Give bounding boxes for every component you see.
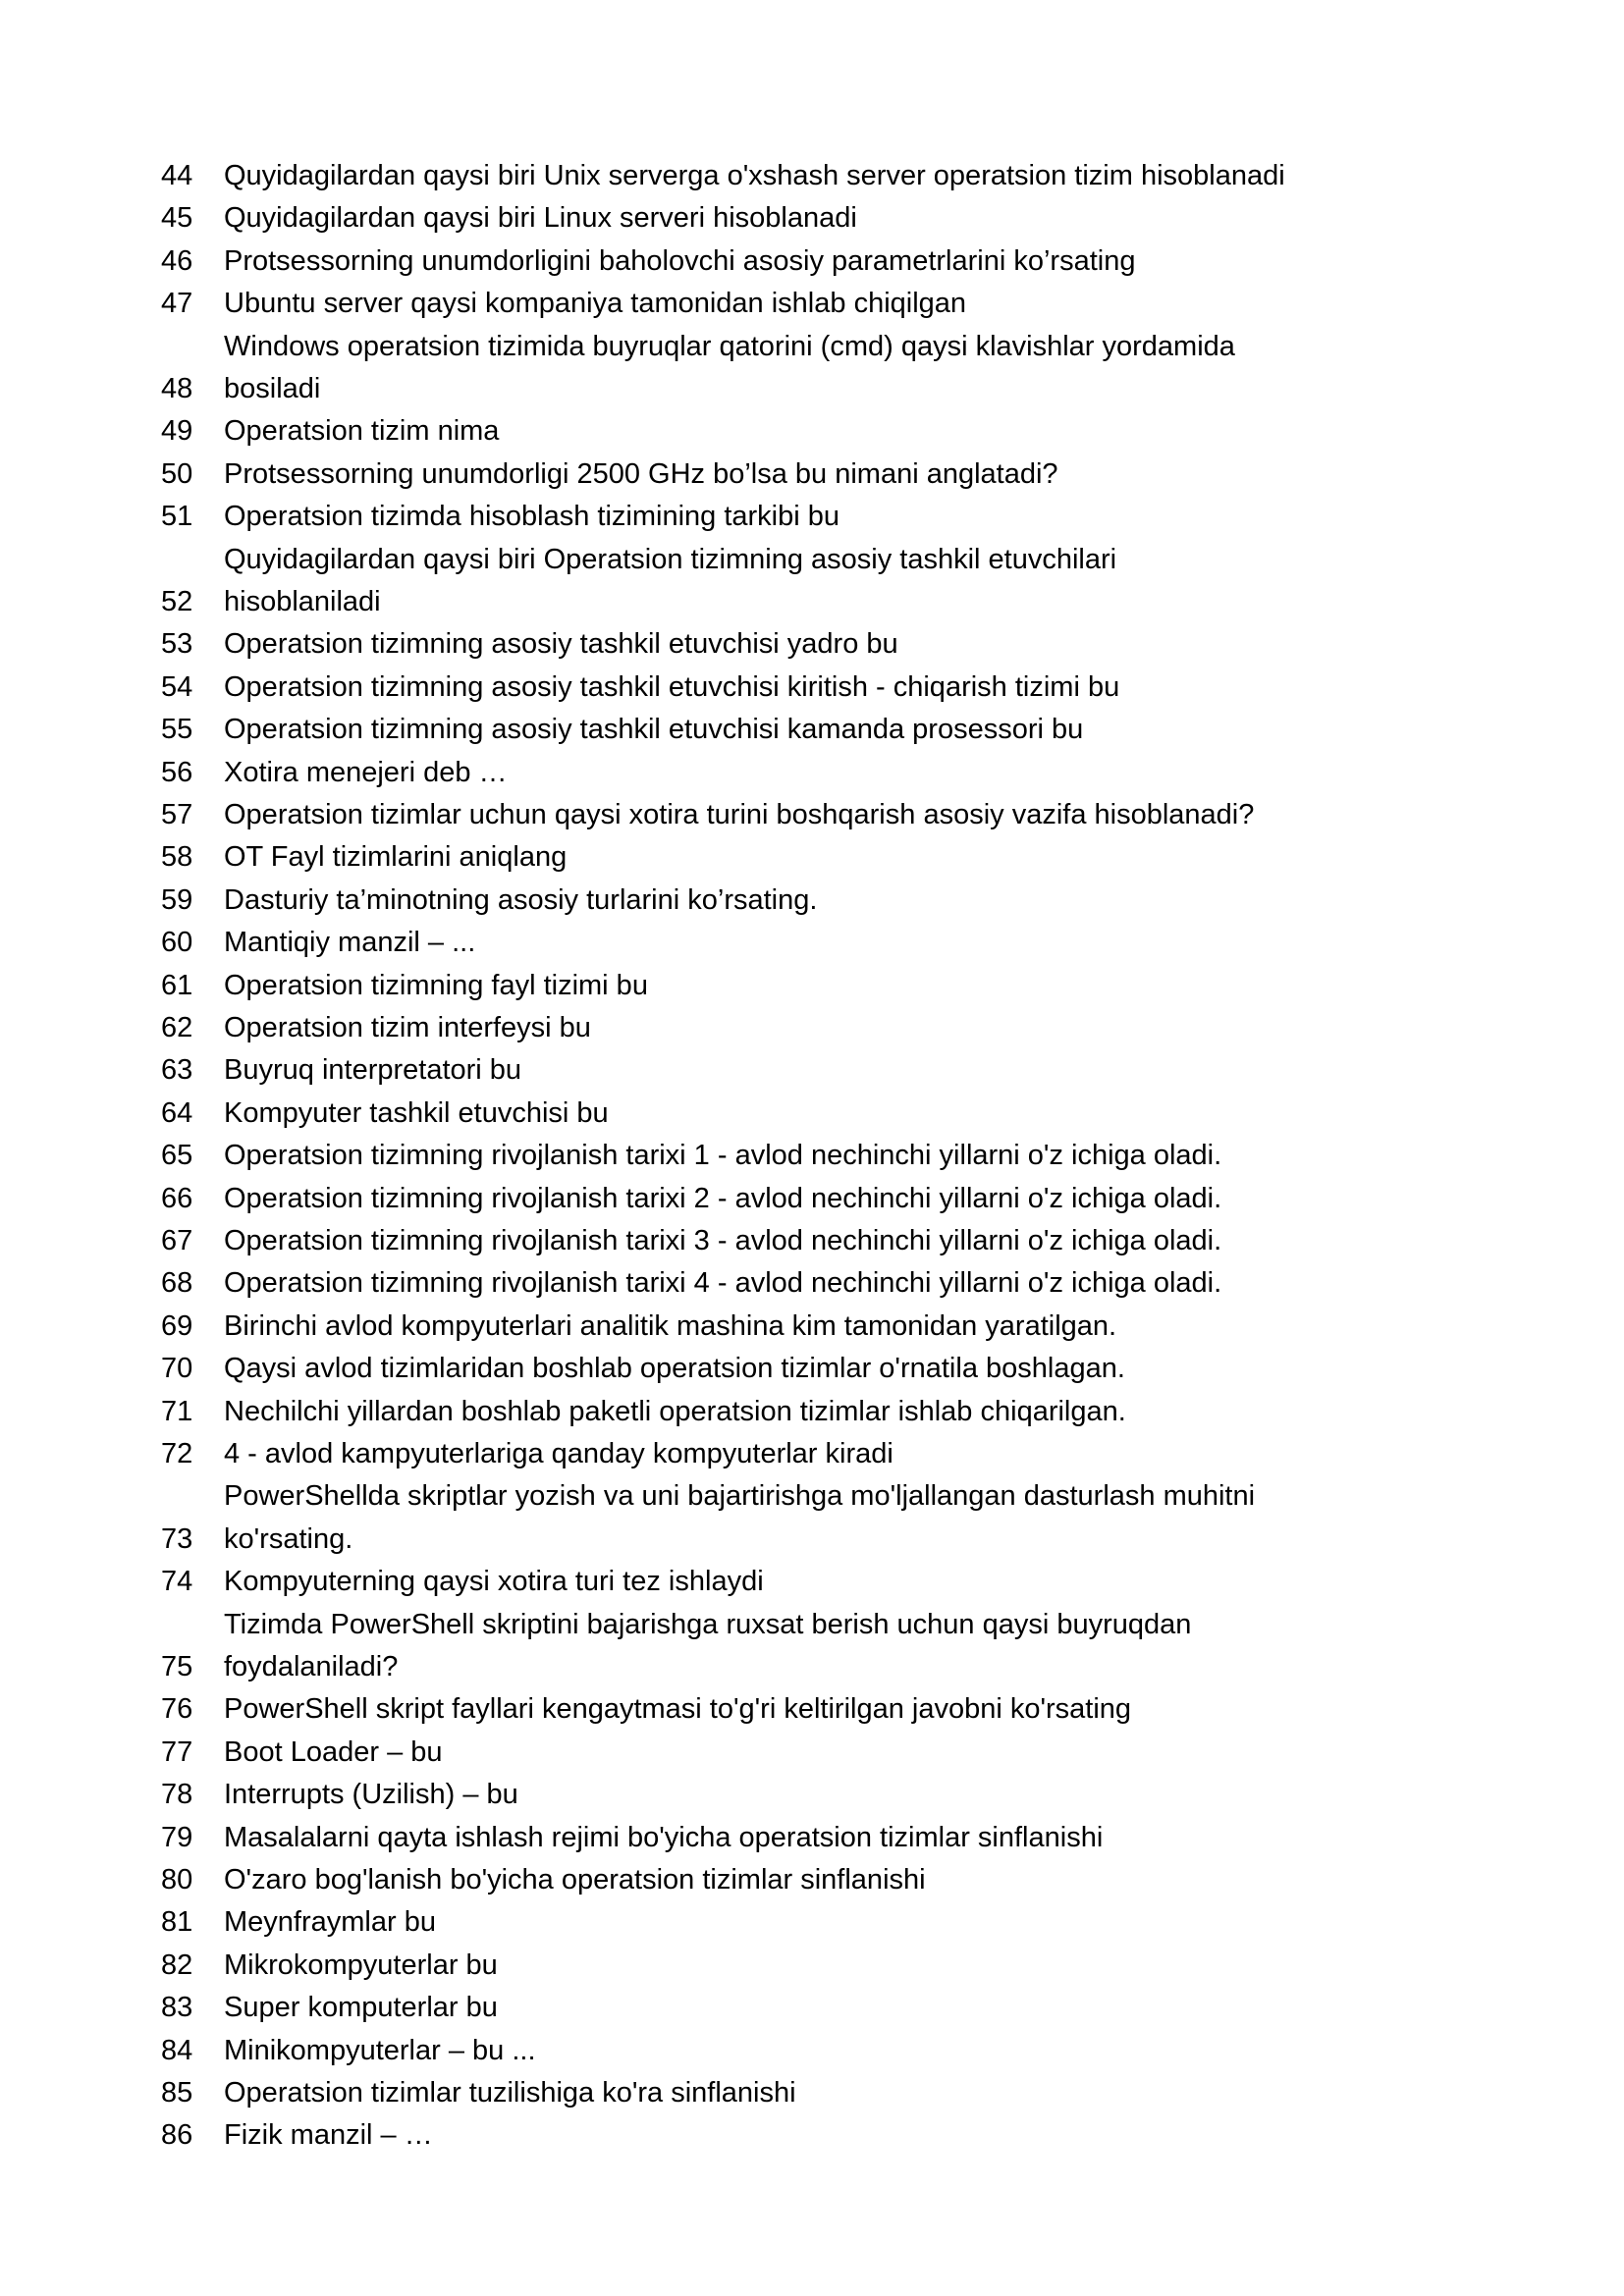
question-number: 65 xyxy=(161,1140,193,1172)
question-number: 47 xyxy=(161,288,193,320)
question-text: Kompyuter tashkil etuvchisi bu xyxy=(224,1096,609,1129)
question-text: Qaysi avlod tizimlaridan boshlab operatsion tizimlar o'rnatila boshlagan. xyxy=(224,1353,1125,1385)
question-text: Ubuntu server qaysi kompaniya tamonidan ishlab chiqilgan xyxy=(224,288,967,320)
question-number: 62 xyxy=(161,1012,193,1043)
question-text: 4 - avlod kampyuterlariga qanday kompyuterlar kiradi xyxy=(224,1438,893,1469)
question-number: 52 xyxy=(161,585,193,617)
question-text: Buyruq interpretatori bu xyxy=(224,1054,522,1087)
question-text: Operatsion tizimning rivojlanish tarixi 2 - avlod nechinchi yillarni o'z ichiga oladi. xyxy=(224,1182,1222,1214)
question-number: 63 xyxy=(161,1054,193,1087)
question-row xyxy=(0,1348,1624,1390)
question-text: Operatsion tizimning fayl tizimi bu xyxy=(224,969,648,1001)
question-number: 81 xyxy=(161,1906,193,1939)
question-number: 57 xyxy=(161,799,193,830)
question-text: Windows operatsion tizimida buyruqlar qatorini (cmd) qaysi klavishlar yordamida xyxy=(224,330,1235,362)
question-number: 80 xyxy=(161,1864,193,1896)
question-number: 72 xyxy=(161,1438,193,1469)
question-text: PowerShell skript fayllari kengaytmasi to'g'ri keltirilgan javobni ko'rsating xyxy=(224,1693,1132,1726)
question-text: Operatsion tizimlar tuzilishiga ko'ra sinflanishi xyxy=(224,2077,796,2109)
question-row xyxy=(0,1859,1624,1901)
question-row xyxy=(0,1306,1624,1348)
question-row xyxy=(0,1475,1624,1561)
question-number: 56 xyxy=(161,756,193,788)
question-number: 55 xyxy=(161,714,193,746)
question-number: 66 xyxy=(161,1182,193,1214)
question-number: 85 xyxy=(161,2077,193,2109)
question-number: 44 xyxy=(161,160,193,191)
question-row xyxy=(0,709,1624,751)
question-number: 76 xyxy=(161,1693,193,1726)
question-text: Dasturiy ta’minotning asosiy turlarini ko’rsating. xyxy=(224,883,818,916)
question-row xyxy=(0,454,1624,496)
question-text: PowerShellda skriptlar yozish va uni bajartirishga mo'ljallangan dasturlash muhitni xyxy=(224,1480,1256,1513)
question-number: 54 xyxy=(161,670,193,703)
question-text: Operatsion tizimning asosiy tashkil etuvchisi kiritish - chiqarish tizimi bu xyxy=(224,670,1120,703)
question-number: 84 xyxy=(161,2034,193,2066)
question-row xyxy=(0,880,1624,922)
question-text: Operatsion tizimning rivojlanish tarixi 1 - avlod nechinchi yillarni o'z ichiga oladi. xyxy=(224,1140,1222,1172)
question-text: Operatsion tizim nima xyxy=(224,415,500,448)
question-text: Quyidagilardan qaysi biri Operatsion tizimning asosiy tashkil etuvchilari xyxy=(224,543,1117,575)
question-row xyxy=(0,1604,1624,1689)
question-text: OT Fayl tizimlarini aniqlang xyxy=(224,841,568,874)
question-row xyxy=(0,1220,1624,1262)
question-row xyxy=(0,496,1624,538)
question-row xyxy=(0,623,1624,666)
question-number: 45 xyxy=(161,202,193,235)
question-row xyxy=(0,922,1624,964)
question-number: 83 xyxy=(161,1992,193,2024)
question-number: 58 xyxy=(161,841,193,874)
question-number: 68 xyxy=(161,1267,193,1300)
question-text: Quyidagilardan qaysi biri Linux serveri hisoblanadi xyxy=(224,202,857,235)
question-row xyxy=(0,1987,1624,2029)
question-row xyxy=(0,1774,1624,1816)
question-text: Operatsion tizimning rivojlanish tarixi 3 - avlod nechinchi yillarni o'z ichiga oladi. xyxy=(224,1225,1222,1256)
question-row xyxy=(0,965,1624,1007)
question-text: Interrupts (Uzilish) – bu xyxy=(224,1779,518,1811)
question-row xyxy=(0,836,1624,879)
question-row xyxy=(0,326,1624,411)
question-number: 67 xyxy=(161,1225,193,1256)
question-row xyxy=(0,2114,1624,2157)
question-number: 46 xyxy=(161,244,193,277)
question-text: Operatsion tizimning asosiy tashkil etuvchisi kamanda prosessori bu xyxy=(224,714,1084,746)
question-row xyxy=(0,2072,1624,2114)
question-text: Fizik manzil – … xyxy=(224,2119,433,2152)
question-number: 77 xyxy=(161,1735,193,1768)
question-text: Masalalarni qayta ishlash rejimi bo'yicha operatsion tizimlar sinflanishi xyxy=(224,1821,1104,1853)
question-row xyxy=(0,1391,1624,1433)
question-row xyxy=(0,1007,1624,1049)
question-text: Super komputerlar bu xyxy=(224,1992,498,2024)
question-row xyxy=(0,1135,1624,1177)
question-text: Kompyuterning qaysi xotira turi tez ishlaydi xyxy=(224,1566,764,1598)
question-number: 73 xyxy=(161,1522,193,1555)
question-row xyxy=(0,539,1624,624)
question-text: Operatsion tizimning rivojlanish tarixi 4 - avlod nechinchi yillarni o'z ichiga oladi. xyxy=(224,1267,1222,1300)
question-row xyxy=(0,1945,1624,1987)
question-text: O'zaro bog'lanish bo'yicha operatsion tizimlar sinflanishi xyxy=(224,1864,926,1896)
question-text: Operatsion tizimlar uchun qaysi xotira turini boshqarish asosiy vazifa hisoblanadi? xyxy=(224,799,1255,830)
question-text: Operatsion tizim interfeysi bu xyxy=(224,1012,591,1043)
question-text: hisoblaniladi xyxy=(224,585,381,617)
question-text: Operatsion tizimda hisoblash tizimining tarkibi bu xyxy=(224,501,840,533)
question-number: 86 xyxy=(161,2119,193,2152)
question-row xyxy=(0,1901,1624,1944)
question-text: Tizimda PowerShell skriptini bajarishga ruxsat berish uchun qaysi buyruqdan xyxy=(224,1608,1192,1640)
question-text: Nechilchi yillardan boshlab paketli operatsion tizimlar ishlab chiqarilgan. xyxy=(224,1395,1126,1427)
question-number: 49 xyxy=(161,415,193,448)
question-row xyxy=(0,667,1624,709)
question-text: bosiladi xyxy=(224,372,321,404)
question-text: Mikrokompyuterlar bu xyxy=(224,1949,498,1981)
question-row xyxy=(0,2030,1624,2072)
question-text: Birinchi avlod kompyuterlari analitik mashina kim tamonidan yaratilgan. xyxy=(224,1309,1117,1342)
question-number: 61 xyxy=(161,969,193,1001)
question-text: Xotira menejeri deb … xyxy=(224,756,508,788)
question-text: Protsessorning unumdorligi 2500 GHz bo’lsa bu nimani anglatadi? xyxy=(224,457,1058,490)
question-text: Mantiqiy manzil – ... xyxy=(224,927,476,959)
question-number: 50 xyxy=(161,457,193,490)
question-row xyxy=(0,1178,1624,1220)
question-number: 82 xyxy=(161,1949,193,1981)
question-row xyxy=(0,283,1624,325)
question-row xyxy=(0,794,1624,836)
question-number: 69 xyxy=(161,1309,193,1342)
question-text: Protsessorning unumdorligini baholovchi asosiy parametrlarini ko’rsating xyxy=(224,244,1136,277)
question-number: 78 xyxy=(161,1779,193,1811)
question-row xyxy=(0,1049,1624,1092)
question-number: 53 xyxy=(161,628,193,661)
question-row xyxy=(0,752,1624,794)
question-number: 51 xyxy=(161,501,193,533)
question-row xyxy=(0,1732,1624,1774)
question-text: ko'rsating. xyxy=(224,1522,353,1555)
question-row xyxy=(0,1561,1624,1603)
question-row xyxy=(0,1817,1624,1859)
question-number: 59 xyxy=(161,883,193,916)
question-text: Quyidagilardan qaysi biri Unix serverga o'xshash server operatsion tizim hisoblanadi xyxy=(224,160,1285,191)
question-number: 64 xyxy=(161,1096,193,1129)
question-row xyxy=(0,197,1624,240)
question-row xyxy=(0,1433,1624,1475)
question-number: 70 xyxy=(161,1353,193,1385)
question-text: Operatsion tizimning asosiy tashkil etuvchisi yadro bu xyxy=(224,628,898,661)
question-text: foydalaniladi? xyxy=(224,1650,399,1682)
question-row xyxy=(0,1688,1624,1731)
question-number: 60 xyxy=(161,927,193,959)
question-number: 71 xyxy=(161,1395,193,1427)
question-number: 79 xyxy=(161,1821,193,1853)
question-row xyxy=(0,240,1624,283)
question-row xyxy=(0,410,1624,453)
question-number: 48 xyxy=(161,372,193,404)
question-row xyxy=(0,1262,1624,1305)
question-number: 74 xyxy=(161,1566,193,1598)
question-row xyxy=(0,155,1624,197)
question-row xyxy=(0,1093,1624,1135)
question-text: Boot Loader – bu xyxy=(224,1735,443,1768)
question-number: 75 xyxy=(161,1650,193,1682)
question-text: Meynfraymlar bu xyxy=(224,1906,436,1939)
question-text: Minikompyuterlar – bu ... xyxy=(224,2034,536,2066)
